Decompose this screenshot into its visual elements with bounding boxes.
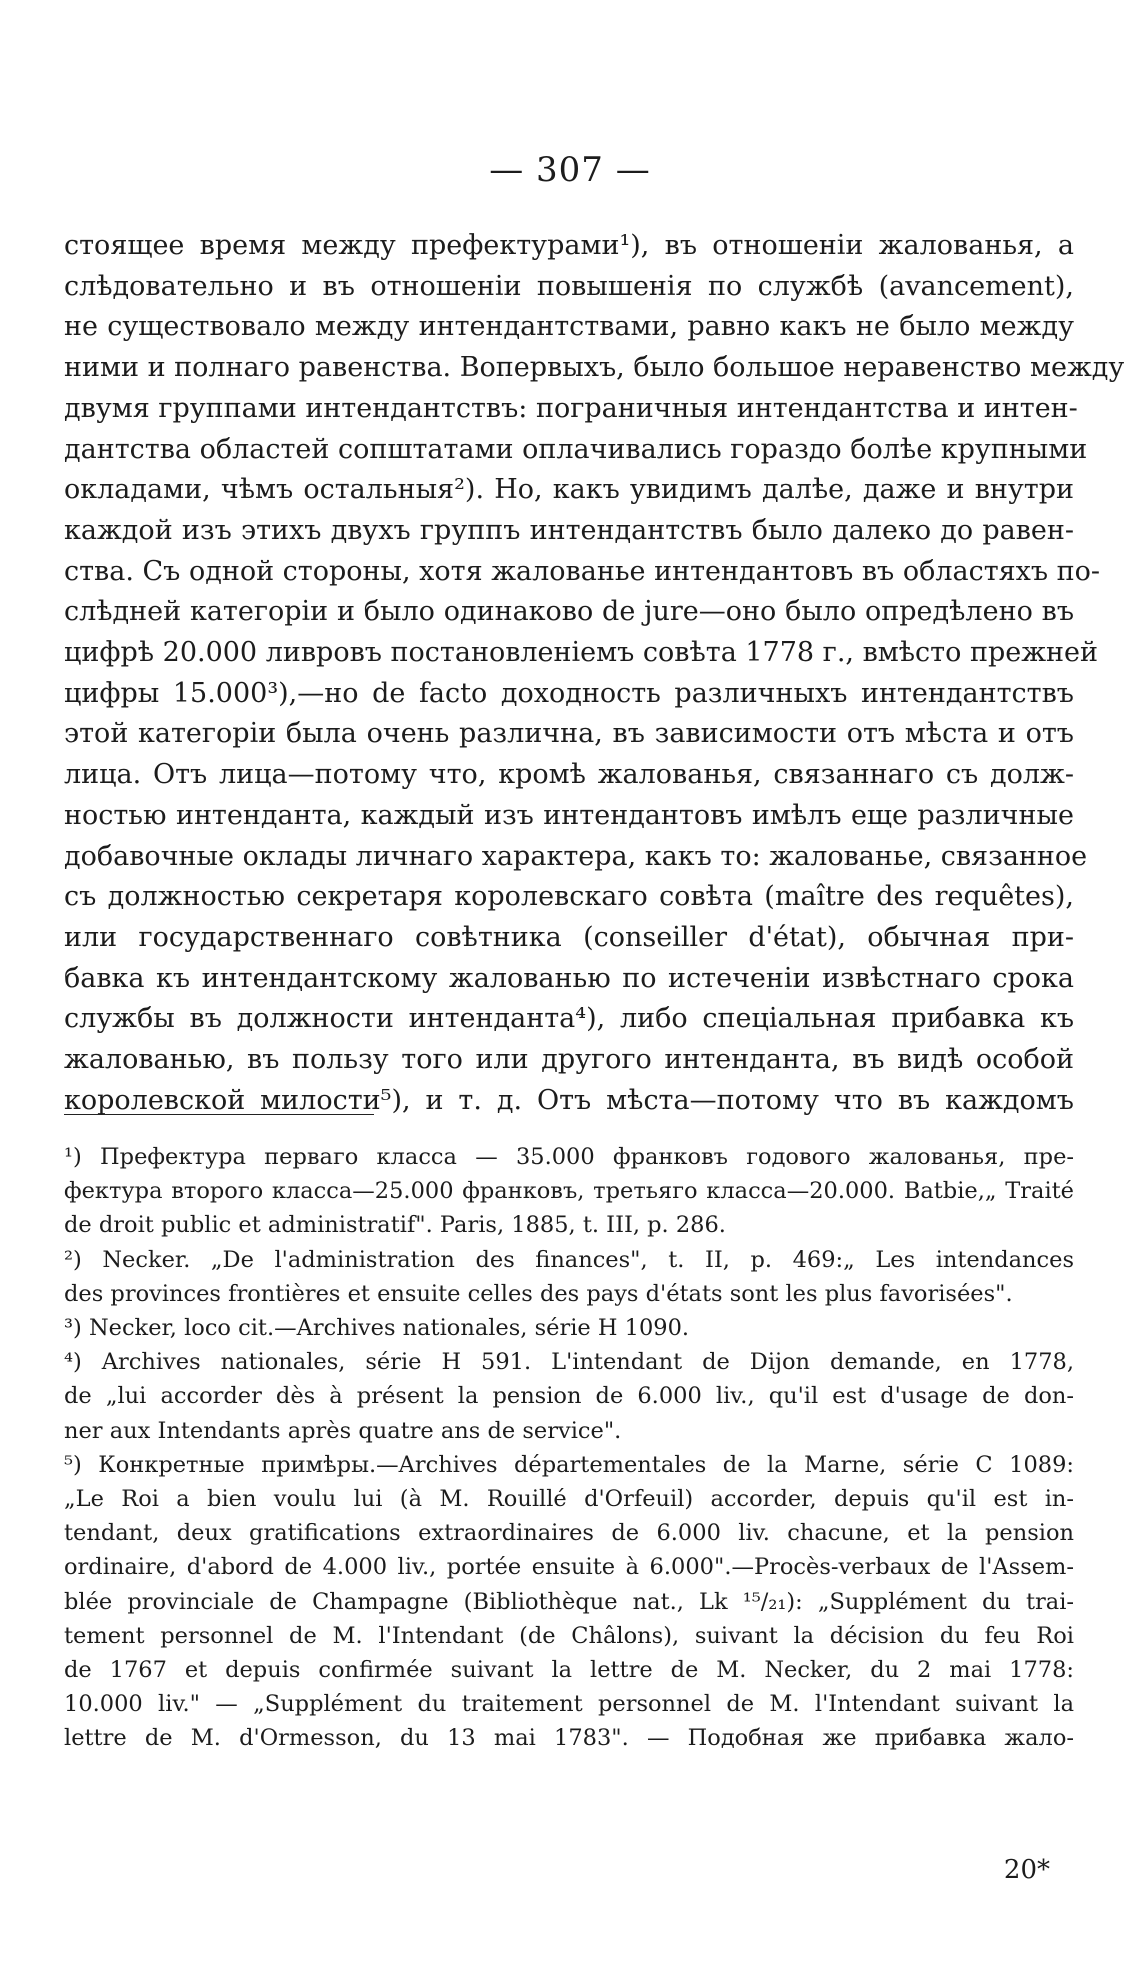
footnote-line: ⁵) Конкретные примѣры.—Archives départementales de la Marne, série C 1089: — [64, 1451, 1074, 1478]
text-line: каждой изъ этихъ двухъ группъ интендантствъ было далеко до равен- — [64, 514, 1074, 546]
text-line: двумя группами интендантствъ: пограничныя интендантства и интен- — [64, 392, 1078, 424]
text-line: службы въ должности интенданта⁴), либо спеціальная прибавка къ — [64, 1003, 1074, 1035]
footnote-line: tement personnel de M. l'Intendant (de Châlons), suivant la décision du feu Roi — [64, 1622, 1074, 1649]
page-number: — 307 — — [489, 150, 651, 190]
text-line: ства. Съ одной стороны, хотя жалованье интендантовъ въ областяхъ по- — [64, 555, 1101, 587]
text-line: слѣдовательно и въ отношеніи повышенія по службѣ (avancement), — [64, 270, 1074, 302]
footnote-line: de 1767 et depuis confirmée suivant la lettre de M. Necker, du 2 mai 1778: — [64, 1657, 1074, 1684]
footnote-line: фектура второго класса—25.000 франковъ, третьяго класса—20.000. Batbie,„ Traité — [64, 1178, 1074, 1205]
footnotes — [64, 1140, 1074, 1756]
footnote-line: ³) Necker, loco cit.—Archives nationales, série H 1090. — [64, 1315, 690, 1342]
text-line: добавочные оклады личнаго характера, какъ то: жалованье, связанное — [64, 840, 1088, 872]
footnote-line: ordinaire, d'abord de 4.000 liv., portée ensuite à 6.000".—Procès-verbaux de l'Assem- — [64, 1554, 1074, 1581]
text-line: окладами, чѣмъ остальныя²). Но, какъ увидимъ далѣе, даже и внутри — [64, 474, 1074, 506]
text-line: ностью интенданта, каждый изъ интендантовъ имѣлъ еще различные — [64, 799, 1074, 831]
footnote-line: blée provinciale de Champagne (Bibliothèque nat., Lk ¹⁵/₂₁): „Supplément du trai- — [64, 1588, 1074, 1615]
footnote-line: ner aux Intendants après quatre ans de service". — [64, 1417, 622, 1444]
text-line: этой категоріи была очень различна, въ зависимости отъ мѣста и отъ — [64, 718, 1074, 750]
text-line: королевской милости⁵), и т. д. Отъ мѣста—потому что въ каждомъ — [64, 1084, 1074, 1116]
footnote-line: ¹) Префектура перваго класса — 35.000 франковъ годового жалованья, пре- — [64, 1144, 1074, 1170]
text-line: не существовало между интендантствами, равно какъ не было между — [64, 311, 1074, 343]
text-line: стоящее время между префектурами¹), въ отношеніи жалованья, а — [64, 230, 1074, 261]
signature-mark: 20* — [1003, 1855, 1050, 1885]
footnote-line: de „lui accorder dès à présent la pension de 6.000 liv., qu'il est d'usage de don- — [64, 1383, 1074, 1410]
text-line: лица. Отъ лица—потому что, кромѣ жалованья, связаннаго съ долж- — [64, 759, 1074, 791]
text-line: слѣдней категоріи и было одинаково de jure—оно было опредѣлено въ — [64, 596, 1074, 628]
footnote-line: ⁴) Archives nationales, série H 591. L'intendant de Dijon demande, en 1778, — [64, 1349, 1074, 1376]
text-line: дантства областей сопштатами оплачивались гораздо болѣе крупными — [64, 433, 1088, 465]
footnote-line: des provinces frontières et ensuite celles des pays d'états sont les plus favorisées". — [64, 1280, 1013, 1307]
footnote-line: de droit public et administratif". Paris, 1885, t. III, p. 286. — [64, 1212, 726, 1239]
text-line: цифрѣ 20.000 ливровъ постановленіемъ совѣта 1778 г., вмѣсто прежней — [64, 637, 1099, 669]
text-line: или государственнаго совѣтника (conseiller d'état), обычная при- — [64, 921, 1074, 953]
text-line: съ должностью секретаря королевскаго совѣта (maître des requêtes), — [64, 881, 1074, 913]
main-paragraph — [64, 226, 1125, 1121]
text-line: ними и полнаго равенства. Вопервыхъ, было большое неравенство между — [64, 352, 1125, 384]
text-line: жалованью, въ пользу того или другого интенданта, въ видѣ особой — [64, 1044, 1074, 1076]
footnote-separator — [64, 1114, 374, 1115]
footnote-line: ²) Necker. „De l'administration des finances", t. II, p. 469:„ Les intendances — [64, 1246, 1074, 1273]
footnote-line: tendant, deux gratifications extraordinaires de 6.000 liv. chacune, et la pension — [64, 1520, 1074, 1547]
text-line: цифры 15.000³),—но de facto доходность различныхъ интендантствъ — [64, 677, 1074, 709]
footnote-line: lettre de M. d'Ormesson, du 13 mai 1783". — Подобная же прибавка жало- — [64, 1725, 1074, 1752]
footnote-line: 10.000 liv." — „Supplément du traitement personnel de M. l'Intendant suivant la — [64, 1691, 1074, 1718]
footnote-line: „Le Roi a bien voulu lui (à M. Rouillé d'Orfeuil) accorder, depuis qu'il est in- — [64, 1486, 1074, 1513]
text-line: бавка къ интендантскому жалованью по истеченіи извѣстнаго срока — [64, 962, 1074, 994]
